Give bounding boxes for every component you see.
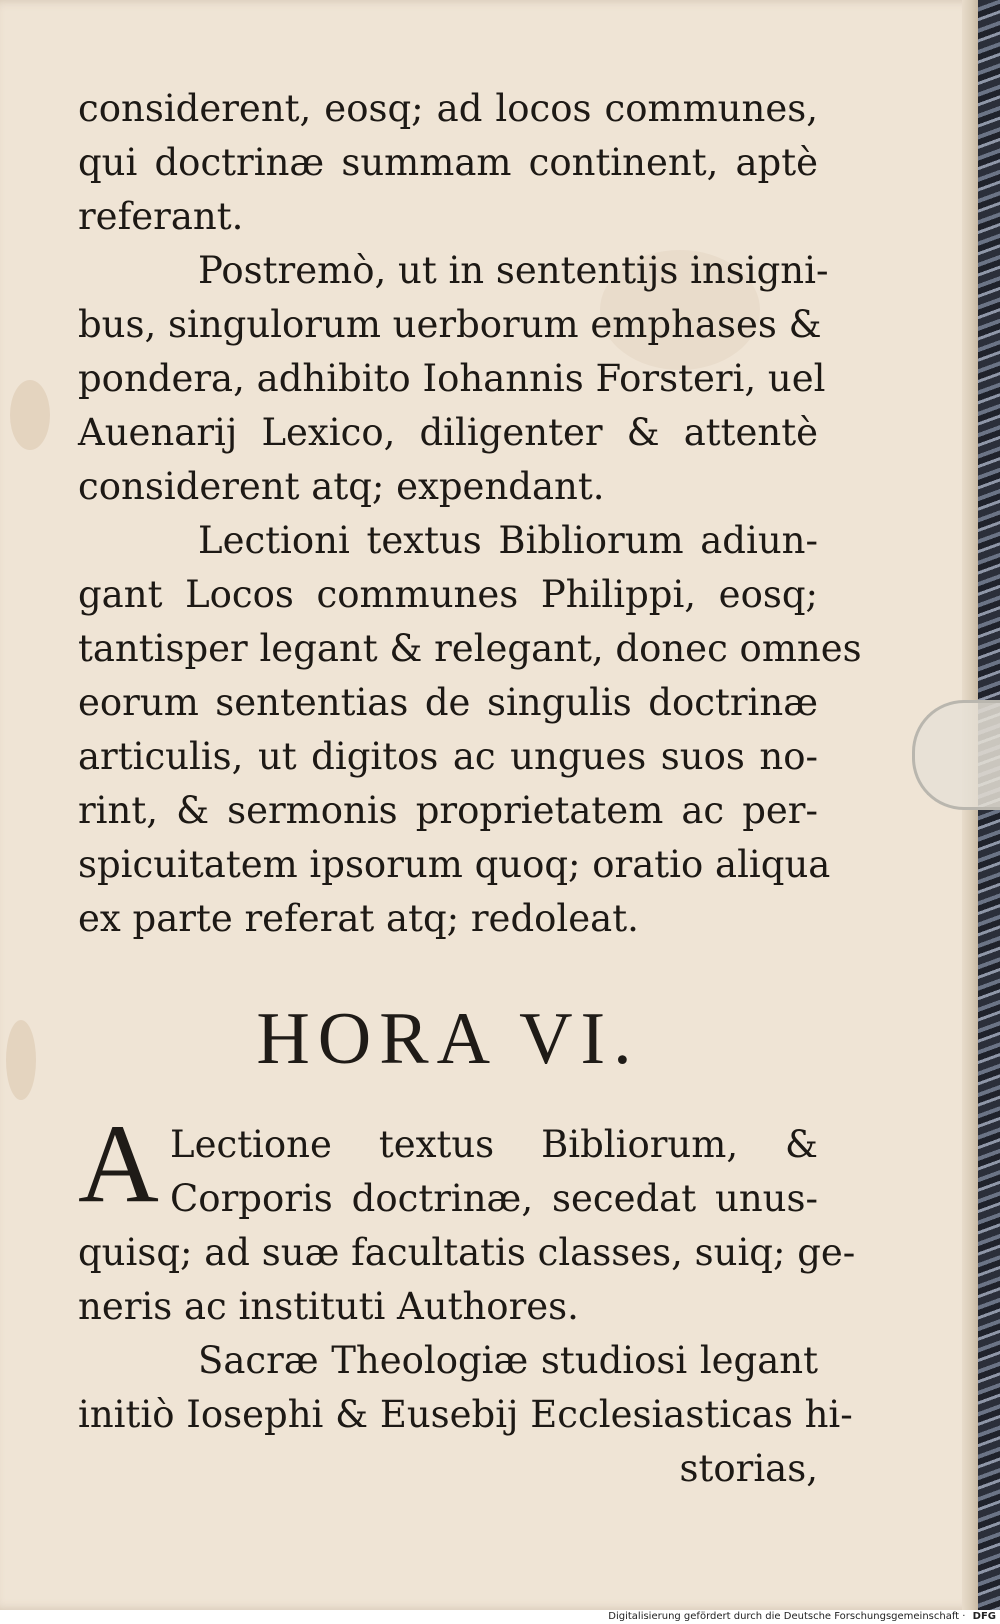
- text-line: Auenarij Lexico, diligenter & attentè: [78, 411, 818, 454]
- text-line: bus, singulorum uerborum emphases &: [78, 303, 822, 346]
- text-line: rint, & sermonis proprietatem ac per-: [78, 789, 818, 832]
- text-line: quisq; ad suæ facultatis classes, suiq; ge-: [78, 1231, 856, 1274]
- text-line: ex parte referat atq; redoleat.: [78, 897, 639, 940]
- text-line: gant Locos communes Philippi, eosq;: [78, 573, 818, 616]
- initial-paragraph: [78, 1102, 818, 1226]
- text-line: Corporis doctrinæ, secedat unus-: [170, 1177, 818, 1220]
- text-line: initiò Iosephi & Eusebij Ecclesiasticas hi-: [78, 1393, 853, 1436]
- section-heading: HORA VI.: [256, 998, 640, 1080]
- catchword: storias,: [679, 1447, 818, 1490]
- text-line: articulis, ut digitos ac ungues suos no-: [78, 735, 818, 778]
- text-line: spicuitatem ipsorum quoq; oratio aliqua: [78, 843, 831, 886]
- text-line: pondera, adhibito Iohannis Forsteri, uel: [78, 357, 826, 400]
- page-text: [78, 82, 862, 1496]
- dfg-logo: DFG: [972, 1611, 996, 1622]
- digitization-footer: Digitalisierung gefördert durch die Deutsche Forschungsgemeinschaft · DFG: [0, 1610, 1000, 1624]
- text-line: Postremò, ut in sententijs insigni-: [198, 249, 829, 292]
- paper-stain: [10, 380, 50, 450]
- drop-cap: A: [78, 1102, 159, 1226]
- text-line: neris ac instituti Authores.: [78, 1285, 579, 1328]
- text-line: tantisper legant & relegant, donec omnes: [78, 627, 862, 670]
- text-line: considerent, eosq; ad locos communes,: [78, 87, 818, 130]
- text-line: eorum sententias de singulis doctrinæ: [78, 681, 818, 724]
- paper-stain: [6, 1020, 36, 1100]
- page-clip: [912, 700, 1000, 810]
- text-line: qui doctrinæ summam continent, aptè: [78, 141, 818, 184]
- footer-credit: Digitalisierung gefördert durch die Deutsche Forschungsgemeinschaft: [608, 1611, 960, 1622]
- text-line: Sacræ Theologiæ studiosi legant: [198, 1339, 818, 1382]
- text-line: referant.: [78, 195, 244, 238]
- text-line: Lectioni textus Bibliorum adiun-: [198, 519, 818, 562]
- text-line: Lectione textus Bibliorum, &: [170, 1123, 818, 1166]
- text-line: considerent atq; expendant.: [78, 465, 605, 508]
